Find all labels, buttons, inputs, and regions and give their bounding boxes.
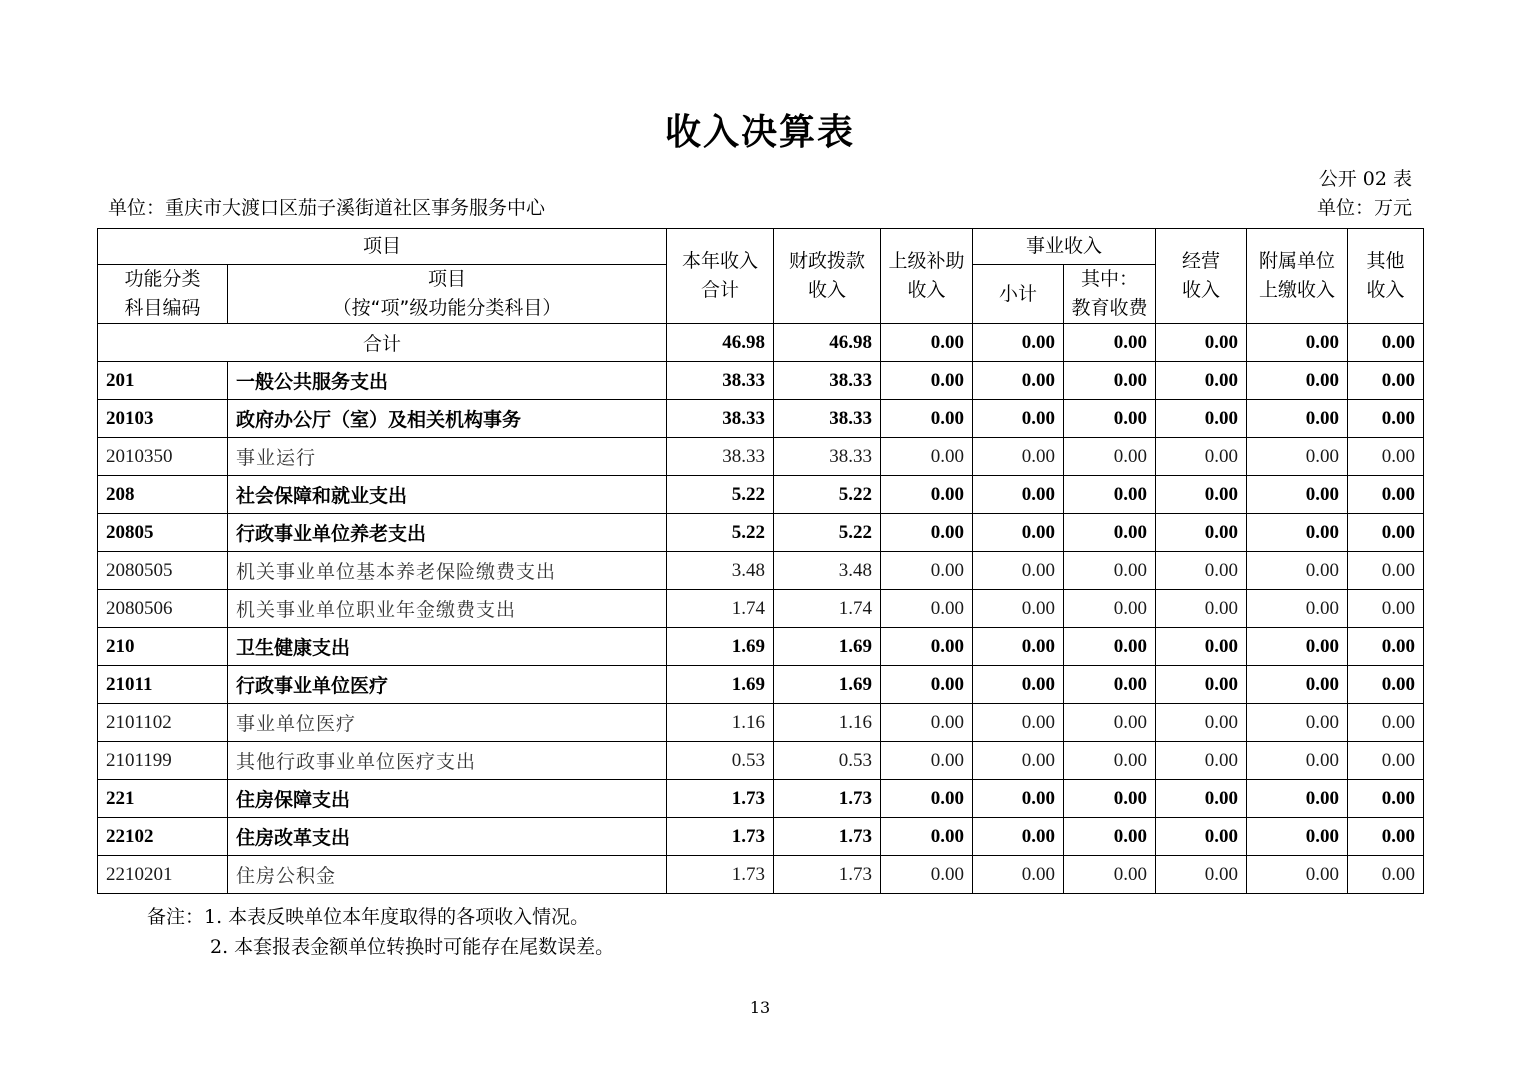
row-value: 0.00: [973, 438, 1064, 476]
row-value: 0.00: [1064, 856, 1156, 894]
row-value: 1.69: [667, 628, 774, 666]
table-body: [98, 324, 1424, 894]
row-value: 0.00: [1064, 400, 1156, 438]
row-value: 0.00: [1247, 590, 1348, 628]
row-value: 0.00: [973, 400, 1064, 438]
row-value: 38.33: [774, 400, 881, 438]
row-value: 0.00: [1348, 666, 1424, 704]
total-row: [98, 324, 1424, 362]
row-value: 0.00: [1064, 780, 1156, 818]
page-title: 收入决算表: [664, 112, 855, 153]
row-name: 行政事业单位养老支出: [228, 514, 667, 552]
row-value: 0.00: [1156, 856, 1247, 894]
table-row: [98, 818, 1424, 856]
header-fiscal-appropriation: 财政拨款 收入: [774, 229, 881, 324]
row-code: 21011: [98, 666, 228, 704]
row-value: 1.74: [774, 590, 881, 628]
row-name: 事业运行: [228, 438, 667, 476]
row-value: 0.00: [1348, 742, 1424, 780]
table-row: [98, 400, 1424, 438]
row-value: 0.00: [881, 666, 973, 704]
row-code: 2101102: [98, 704, 228, 742]
row-value: 0.00: [973, 628, 1064, 666]
row-value: 0.00: [881, 856, 973, 894]
total-value: 0.00: [1247, 324, 1348, 362]
row-value: 0.00: [973, 590, 1064, 628]
row-value: 0.00: [1247, 780, 1348, 818]
row-value: 0.00: [881, 400, 973, 438]
row-name: 机关事业单位职业年金缴费支出: [228, 590, 667, 628]
row-code: 210: [98, 628, 228, 666]
row-value: 0.00: [1064, 476, 1156, 514]
row-value: 0.00: [1348, 780, 1424, 818]
row-value: 0.00: [881, 476, 973, 514]
form-number: 公开 02 表: [1318, 168, 1412, 190]
row-value: 0.00: [1247, 476, 1348, 514]
row-value: 0.00: [1247, 742, 1348, 780]
row-value: 0.00: [1247, 400, 1348, 438]
row-name: 住房公积金: [228, 856, 667, 894]
row-value: 0.00: [1156, 552, 1247, 590]
row-value: 38.33: [667, 438, 774, 476]
row-code: 20805: [98, 514, 228, 552]
row-name: 卫生健康支出: [228, 628, 667, 666]
row-value: 0.00: [1064, 818, 1156, 856]
row-value: 0.00: [1348, 362, 1424, 400]
row-value: 0.00: [973, 856, 1064, 894]
row-value: 0.00: [881, 818, 973, 856]
total-label: 合计: [98, 324, 667, 362]
row-value: 0.00: [881, 628, 973, 666]
row-value: 0.53: [774, 742, 881, 780]
row-value: 0.00: [1247, 856, 1348, 894]
row-name: 住房改革支出: [228, 818, 667, 856]
row-code: 2210201: [98, 856, 228, 894]
header-superior-subsidy: 上级补助 收入: [881, 229, 973, 324]
row-value: 0.00: [1247, 704, 1348, 742]
row-code: 2101199: [98, 742, 228, 780]
row-value: 0.00: [881, 780, 973, 818]
row-value: 0.00: [881, 742, 973, 780]
row-value: 1.73: [774, 780, 881, 818]
row-value: 3.48: [667, 552, 774, 590]
row-value: 0.00: [1348, 552, 1424, 590]
row-code: 201: [98, 362, 228, 400]
row-value: 0.00: [1064, 590, 1156, 628]
row-value: 0.00: [973, 362, 1064, 400]
row-value: 0.00: [1156, 590, 1247, 628]
note-line-1: 备注：1. 本表反映单位本年度取得的各项收入情况。: [147, 906, 590, 928]
row-value: 1.69: [667, 666, 774, 704]
row-value: 0.00: [1348, 476, 1424, 514]
row-value: 0.00: [973, 818, 1064, 856]
row-value: 0.00: [1156, 666, 1247, 704]
row-value: 5.22: [667, 476, 774, 514]
total-value: 46.98: [774, 324, 881, 362]
table-row: [98, 476, 1424, 514]
row-value: 0.00: [881, 590, 973, 628]
row-value: 0.00: [881, 438, 973, 476]
row-value: 0.00: [1348, 856, 1424, 894]
table-row: [98, 742, 1424, 780]
row-value: 0.00: [1156, 780, 1247, 818]
row-value: 0.00: [973, 742, 1064, 780]
note-line-2: 2. 本套报表金额单位转换时可能存在尾数误差。: [210, 936, 615, 958]
table-row: [98, 362, 1424, 400]
row-value: 0.00: [1348, 704, 1424, 742]
row-value: 1.16: [667, 704, 774, 742]
row-name: 社会保障和就业支出: [228, 476, 667, 514]
row-value: 0.00: [1348, 818, 1424, 856]
row-value: 0.00: [1156, 476, 1247, 514]
header-operating-income: 经营 收入: [1156, 229, 1247, 324]
row-value: 0.00: [1156, 438, 1247, 476]
row-value: 0.00: [1247, 666, 1348, 704]
row-value: 0.00: [1348, 514, 1424, 552]
row-value: 0.00: [1156, 818, 1247, 856]
total-value: 0.00: [1064, 324, 1156, 362]
header-other-income: 其他 收入: [1348, 229, 1424, 324]
row-name: 其他行政事业单位医疗支出: [228, 742, 667, 780]
header-project: 项目: [98, 229, 667, 265]
row-value: 0.00: [1064, 514, 1156, 552]
row-value: 38.33: [774, 362, 881, 400]
notes: [147, 902, 614, 962]
row-value: 0.00: [973, 780, 1064, 818]
row-value: 0.00: [881, 514, 973, 552]
row-value: 0.00: [1348, 628, 1424, 666]
row-value: 3.48: [774, 552, 881, 590]
table-header: [98, 229, 1424, 324]
header-function-code: 功能分类 科目编码: [98, 265, 228, 324]
table-row: [98, 666, 1424, 704]
row-value: 0.00: [1247, 552, 1348, 590]
row-code: 2080506: [98, 590, 228, 628]
row-value: 0.00: [1156, 704, 1247, 742]
row-value: 0.00: [1247, 438, 1348, 476]
row-value: 0.00: [1348, 590, 1424, 628]
row-value: 0.00: [1247, 628, 1348, 666]
table-row: [98, 590, 1424, 628]
row-value: 38.33: [774, 438, 881, 476]
row-value: 1.73: [774, 818, 881, 856]
row-value: 0.00: [973, 552, 1064, 590]
header-business-income: 事业收入: [973, 229, 1156, 265]
row-value: 1.73: [667, 780, 774, 818]
row-value: 0.00: [1064, 704, 1156, 742]
row-code: 2080505: [98, 552, 228, 590]
row-value: 0.00: [1247, 818, 1348, 856]
row-value: 5.22: [774, 514, 881, 552]
table-row: [98, 780, 1424, 818]
total-value: 0.00: [973, 324, 1064, 362]
row-value: 0.00: [1156, 742, 1247, 780]
row-value: 0.00: [1064, 362, 1156, 400]
total-value: 0.00: [1156, 324, 1247, 362]
row-value: 0.00: [1064, 666, 1156, 704]
row-value: 1.69: [774, 666, 881, 704]
row-value: 5.22: [774, 476, 881, 514]
row-code: 22102: [98, 818, 228, 856]
row-name: 机关事业单位基本养老保险缴费支出: [228, 552, 667, 590]
row-value: 1.69: [774, 628, 881, 666]
row-value: 1.73: [667, 856, 774, 894]
row-name: 住房保障支出: [228, 780, 667, 818]
row-value: 0.00: [1348, 400, 1424, 438]
table-row: [98, 514, 1424, 552]
row-value: 0.00: [1156, 628, 1247, 666]
table-row: [98, 856, 1424, 894]
row-value: 0.00: [1156, 400, 1247, 438]
header-education-fees: 其中： 教育收费: [1064, 265, 1156, 324]
row-value: 0.00: [881, 704, 973, 742]
row-value: 0.00: [1247, 514, 1348, 552]
row-value: 0.00: [881, 362, 973, 400]
row-value: 0.00: [973, 476, 1064, 514]
total-value: 46.98: [667, 324, 774, 362]
total-value: 0.00: [881, 324, 973, 362]
row-name: 行政事业单位医疗: [228, 666, 667, 704]
row-value: 5.22: [667, 514, 774, 552]
row-value: 0.00: [973, 704, 1064, 742]
header-affiliated-income: 附属单位 上缴收入: [1247, 229, 1348, 324]
income-table: [97, 228, 1424, 894]
currency-unit: 单位：万元: [1316, 197, 1412, 219]
row-value: 38.33: [667, 362, 774, 400]
row-value: 0.00: [1156, 514, 1247, 552]
row-value: 0.00: [1064, 742, 1156, 780]
row-value: 0.00: [973, 514, 1064, 552]
row-value: 0.00: [1348, 438, 1424, 476]
row-name: 一般公共服务支出: [228, 362, 667, 400]
row-value: 1.74: [667, 590, 774, 628]
header-total-income: 本年收入 合计: [667, 229, 774, 324]
row-code: 221: [98, 780, 228, 818]
row-value: 0.53: [667, 742, 774, 780]
header-item: 项目 （按“项”级功能分类科目）: [228, 265, 667, 324]
row-name: 政府办公厅（室）及相关机构事务: [228, 400, 667, 438]
row-value: 0.00: [1064, 438, 1156, 476]
row-value: 0.00: [881, 552, 973, 590]
row-code: 208: [98, 476, 228, 514]
row-code: 2010350: [98, 438, 228, 476]
header-subtotal: 小计: [973, 265, 1064, 324]
row-code: 20103: [98, 400, 228, 438]
row-value: 0.00: [1156, 362, 1247, 400]
table-row: [98, 704, 1424, 742]
table-row: [98, 438, 1424, 476]
row-value: 1.73: [667, 818, 774, 856]
reporting-unit: 单位：重庆市大渡口区茄子溪街道社区事务服务中心: [108, 197, 546, 219]
row-value: 0.00: [1247, 362, 1348, 400]
row-value: 38.33: [667, 400, 774, 438]
row-value: 1.16: [774, 704, 881, 742]
table-row: [98, 552, 1424, 590]
total-value: 0.00: [1348, 324, 1424, 362]
row-value: 0.00: [1064, 552, 1156, 590]
row-value: 0.00: [1064, 628, 1156, 666]
row-name: 事业单位医疗: [228, 704, 667, 742]
table-row: [98, 628, 1424, 666]
page-number: 13: [749, 998, 771, 1017]
row-value: 1.73: [774, 856, 881, 894]
row-value: 0.00: [973, 666, 1064, 704]
